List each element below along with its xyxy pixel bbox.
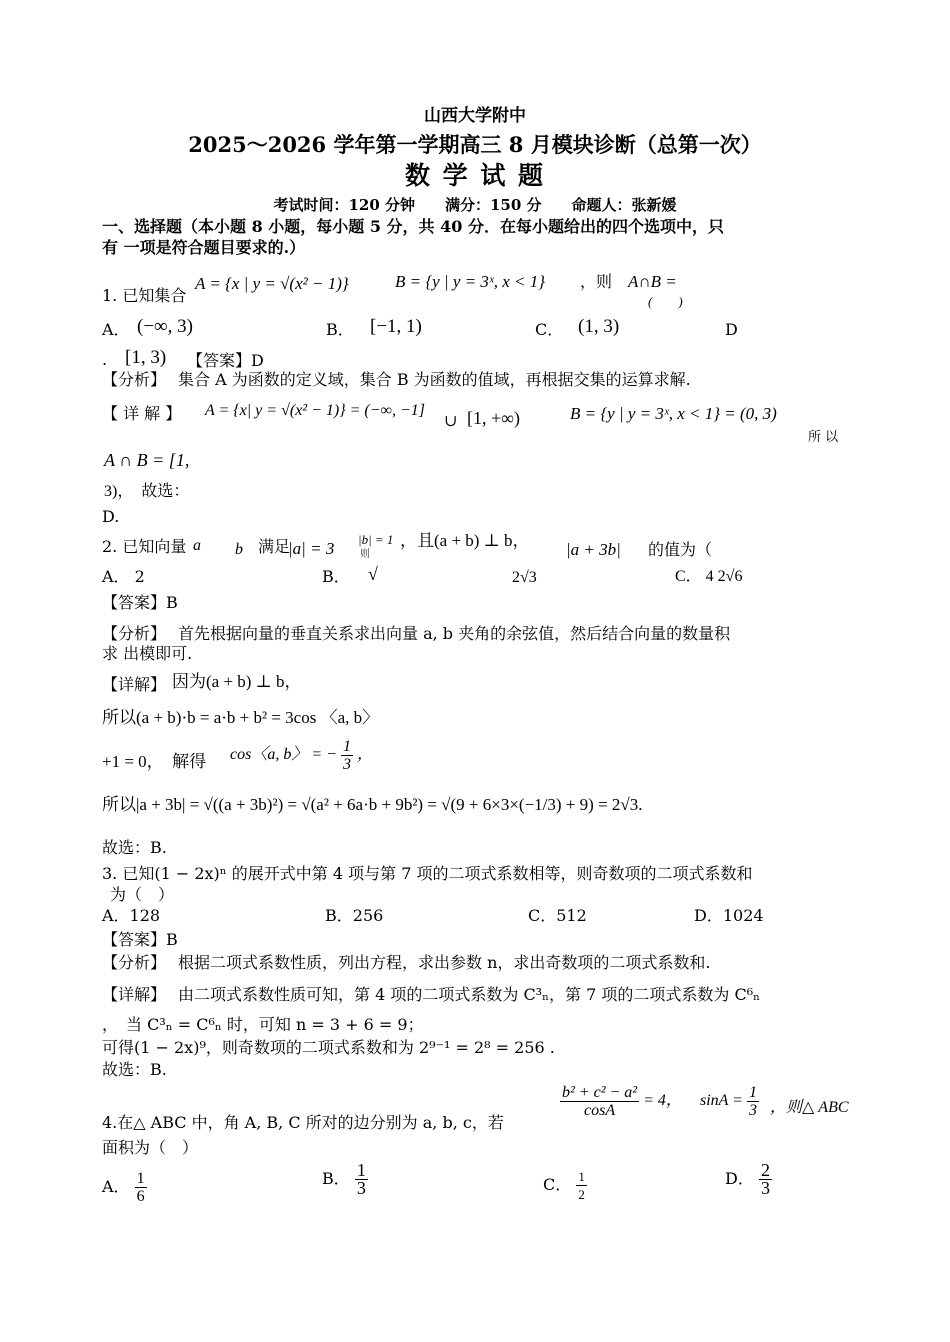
q3-stem-line1: 3. 已知(1 − 2x)ⁿ 的展开式中第 4 项与第 7 项的二项式系数相等，则奇数项的二项式系数和	[102, 864, 753, 883]
q2-condition: 满足	[258, 537, 291, 556]
q4-sin	[700, 1084, 759, 1119]
q1-detail-tag: 【 详 解 】	[102, 404, 182, 423]
q2-ask: 的值为（	[648, 540, 713, 559]
q1-stem: 1. 已知集合	[102, 286, 187, 305]
q4-option-a-denominator: 6	[136, 1188, 145, 1205]
q1-detail-set-a2: [1, +∞)	[467, 408, 520, 428]
q1-set-a: A = {x | y = √(x² − 1)}	[195, 274, 349, 293]
q3-option-a: A．128	[102, 906, 161, 925]
q4-option-c-denominator: 2	[578, 1187, 585, 1202]
q4-option-b-numerator: 1	[356, 1160, 366, 1180]
exam-info: 考试时间：120 分钟 满分：150 分 命题人：张新媛	[273, 196, 677, 214]
q2-cos-fraction	[341, 738, 353, 773]
q4-option-d	[725, 1162, 772, 1197]
q3-stem-line2: 为（ ）	[110, 885, 175, 904]
q2-stem: 2. 已知向量	[102, 537, 187, 556]
q1-result-line2: 3)， 故选：	[104, 483, 190, 500]
q3-detail-line2: ， 当 C³ₙ = C⁶ₙ 时，可知 n = 3 + 6 = 9；	[102, 1015, 424, 1034]
q4-sin-denominator: 3	[748, 1102, 757, 1119]
q1-option-a: (−∞, 3)	[137, 316, 193, 337]
q3-detail-line1: 由二项式系数性质可知，第 4 项的二项式系数为 C³ₙ，第 7 项的二项式系数为 C⁶ₙ	[178, 985, 761, 1004]
q1-set-b: B = {y | y = 3ˣ, x < 1}	[395, 272, 546, 291]
subject-title: 数 学 试 题	[404, 161, 546, 190]
q2-analysis-line2: 求 出模即可.	[102, 644, 193, 663]
q2-vector-a: a	[193, 537, 201, 554]
q1-result-line3: D.	[102, 507, 120, 526]
q4-condition-numerator: b² + c² − a²	[562, 1084, 638, 1101]
q1-option-a-label: A．	[102, 320, 130, 339]
q4-then: ，则△ ABC	[770, 1099, 849, 1116]
q2-perp: ，且(a + b) ⊥ b，	[400, 531, 530, 550]
q1-option-b-label: B．	[326, 320, 354, 339]
q1-detail-set-b: B = {y | y = 3ˣ, x < 1} = (0, 3)	[570, 404, 777, 423]
q4-option-b-label: B．	[322, 1169, 350, 1188]
q3-option-c: C．512	[528, 906, 587, 925]
q4-option-d-numerator: 2	[760, 1160, 770, 1180]
q2-analysis-tag: 【分析】	[102, 624, 167, 643]
q2-option-c: 2√3	[512, 569, 537, 586]
q1-option-d: [1, 3)	[125, 347, 167, 368]
q4-option-a	[102, 1170, 147, 1205]
q1-option-c: (1, 3)	[578, 316, 620, 337]
q4-option-d-denominator: 3	[760, 1178, 770, 1198]
q2-detail-line4: 所以|a + 3b| = √((a + 3b)²) = √(a² + 6a·b + 9b²) = √(9 + 6×3×(−1/3) + 9) = 2√3.	[102, 795, 643, 814]
school-name: 山西大学附中	[424, 106, 526, 126]
q4-condition-fraction	[560, 1084, 639, 1119]
q4-option-a-label: A．	[102, 1177, 130, 1196]
q1-paren: ( )	[648, 294, 683, 309]
q3-detail-line3: 可得(1 − 2x)⁹，则奇数项的二项式系数和为 2⁹⁻¹ = 2⁸ = 256 .	[102, 1038, 555, 1057]
q4-condition-denominator: cosA	[583, 1102, 616, 1119]
q2-detail-cos	[230, 738, 373, 773]
exam-title: 2025～2026 学年第一学期高三 8 月模块诊断（总第一次）	[188, 132, 762, 157]
q4-stem: 4.在△ ABC 中，角 A, B, C 所对的边分别为 a, b, c，若	[102, 1113, 504, 1132]
q1-then: ，则	[580, 272, 613, 291]
q1-detail-set-a: A = {x| y = √(x² − 1)} = (−∞, −1]	[205, 402, 425, 419]
q1-analysis-tag: 【分析】	[102, 370, 167, 389]
q4-option-a-numerator: 1	[136, 1170, 145, 1187]
q1-answer: 【答案】D	[187, 351, 264, 370]
q4-option-c-numerator: 1	[578, 1169, 585, 1184]
q1-option-d-label: D	[725, 320, 738, 339]
q1-ask: A∩B =	[628, 272, 677, 291]
q2-analysis-line1: 首先根据向量的垂直关系求出向量 a, b 夹角的余弦值，然后结合向量的数量积	[178, 624, 731, 643]
q4-stem-line2: 面积为（ ）	[102, 1138, 199, 1157]
q2-magnitude-a: |a| = 3	[288, 539, 335, 558]
q4-condition-equals: = 4，	[643, 1092, 682, 1110]
q4-option-a-fraction	[135, 1170, 147, 1205]
q2-detail-line1: 因为(a + b) ⊥ b，	[172, 672, 302, 691]
q2-detail-tag: 【详解】	[102, 675, 167, 694]
q2-answer: 【答案】B	[102, 593, 178, 612]
q2-detail-line3a: +1 = 0， 解得	[102, 752, 207, 771]
q4-sin-numerator: 1	[748, 1084, 757, 1101]
q3-answer: 【答案】B	[102, 930, 178, 949]
q4-condition	[560, 1084, 682, 1119]
q3-conclusion: 故选：B.	[102, 1060, 167, 1079]
q3-analysis-tag: 【分析】	[102, 953, 167, 972]
q2-option-d: C． 4 2√6	[675, 568, 743, 585]
q3-analysis: 根据二项式系数性质，列出方程，求出参数 n，求出奇数项的二项式系数和.	[178, 953, 711, 972]
section-title-line2: 有 一项是符合题目要求的.）	[102, 238, 306, 257]
q2-cos-numerator: 1	[342, 738, 351, 755]
q1-option-d-dot: .	[102, 350, 108, 369]
q1-analysis: 集合 A 为函数的定义域，集合 B 为函数的值域，再根据交集的运算求解.	[178, 370, 691, 389]
q4-sin-label: sinA =	[700, 1092, 743, 1110]
q4-option-c	[543, 1168, 587, 1203]
q2-detail-cos-text: cos〈a, b〉 = −	[230, 746, 337, 764]
q4-option-d-label: D．	[725, 1169, 754, 1188]
q4-option-c-label: C．	[543, 1175, 572, 1194]
q2-cos-denominator: 3	[342, 756, 351, 773]
q4-option-b-denominator: 3	[356, 1178, 366, 1198]
q2-cos-comma: ，	[356, 746, 373, 764]
section-title-line1: 一、选择题（本小题 8 小题，每小题 5 分，共 40 分．在每小题给出的四个选项中，只	[102, 217, 724, 236]
q4-sin-fraction	[747, 1084, 759, 1119]
q1-option-c-label: C．	[535, 320, 564, 339]
q3-option-b: B．256	[325, 906, 384, 925]
q2-ask-expr: |a + 3b|	[566, 540, 621, 559]
q3-detail-tag: 【详解】	[102, 985, 167, 1004]
q4-option-b	[322, 1162, 368, 1197]
q2-option-b-value: √	[368, 564, 378, 584]
q4-option-b-fraction	[355, 1162, 368, 1197]
q2-option-a: A． 2	[102, 567, 145, 586]
q2-then-small: 则	[360, 549, 370, 560]
q1-detail-so: 所 以	[808, 430, 839, 445]
q4-option-d-fraction	[759, 1162, 772, 1197]
q2-detail-line2: 所以(a + b)·b = a·b + b² = 3cos 〈a, b〉	[102, 708, 380, 727]
q3-option-d: D．1024	[694, 906, 764, 925]
q1-detail-union: ∪	[444, 413, 458, 430]
q2-conclusion: 故选：B.	[102, 838, 167, 857]
q2-option-b-label: B．	[322, 567, 350, 586]
q1-result-line1: A ∩ B = [1,	[104, 450, 190, 470]
q1-option-b: [−1, 1)	[370, 316, 422, 337]
q2-vector-b: b	[235, 541, 243, 558]
q2-magnitude-b: |b| = 1	[358, 532, 394, 547]
q4-option-c-fraction	[576, 1168, 587, 1203]
